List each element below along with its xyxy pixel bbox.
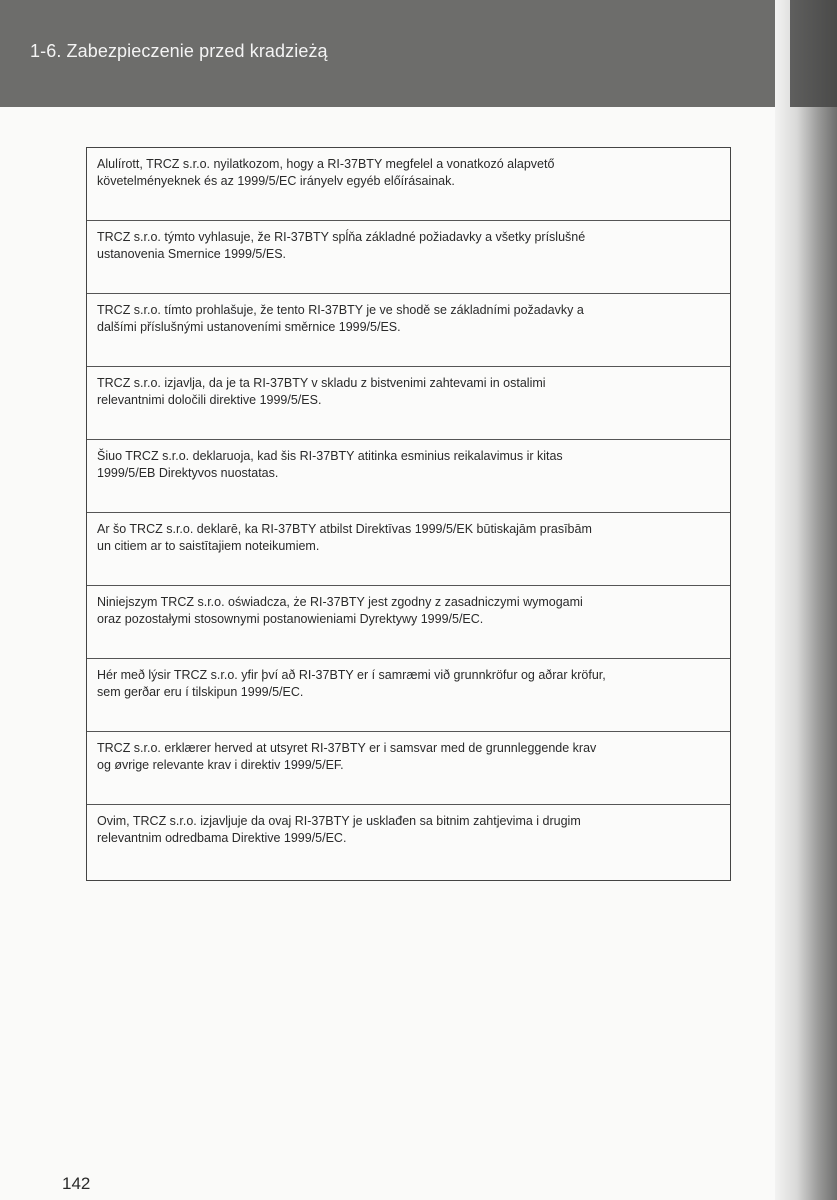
declaration-item	[87, 148, 730, 221]
declarations-box	[86, 147, 731, 881]
declaration-text: TRCZ s.r.o. erklærer herved at utsyret RI-37BTY er i samsvar med de grunnleggende krav og øvrige relevante krav i direktiv 1999/5/EF.	[97, 741, 597, 772]
page-edge-shadow-top	[790, 0, 837, 107]
declaration-text: Hér með lýsir TRCZ s.r.o. yfir því að RI-37BTY er í samræmi við grunnkröfur og aðrar kröfur, sem gerðar eru í tilskipun 1999/5/EC.	[97, 668, 606, 699]
declaration-item	[87, 367, 730, 440]
declaration-text: Ovim, TRCZ s.r.o. izjavljuje da ovaj RI-37BTY je usklađen sa bitnim zahtjevima i drugim relevantnim odredbama Direktive 1999/5/EC.	[97, 814, 581, 845]
declaration-item	[87, 805, 730, 878]
declaration-text: Niniejszym TRCZ s.r.o. oświadcza, że RI-37BTY jest zgodny z zasadniczymi wymogami oraz pozostałymi stosownymi postanowieniami Dyrektywy 1999/5/EC.	[97, 595, 583, 626]
declaration-item	[87, 440, 730, 513]
declaration-item	[87, 586, 730, 659]
declaration-text: TRCZ s.r.o. týmto vyhlasuje, že RI-37BTY spĺňa základné požiadavky a všetky príslušné ustanovenia Smernice 1999/5/ES.	[97, 230, 586, 261]
declaration-item	[87, 513, 730, 586]
section-header-band	[0, 0, 790, 107]
declaration-text: Ar šo TRCZ s.r.o. deklarē, ka RI-37BTY atbilst Direktīvas 1999/5/EK būtiskajām prasībām un citiem ar to saistītajiem noteikumiem.	[97, 522, 592, 553]
declaration-item	[87, 221, 730, 294]
declaration-item	[87, 732, 730, 805]
page-edge-shadow	[775, 0, 837, 1200]
section-title: 1-6. Zabezpieczenie przed kradzieżą	[30, 41, 328, 61]
declaration-text: TRCZ s.r.o. tímto prohlašuje, že tento RI-37BTY je ve shodě se základními požadavky a dalšími příslušnými ustanoveními směrnice 1999/5/ES.	[97, 303, 584, 334]
declaration-text: Šiuo TRCZ s.r.o. deklaruoja, kad šis RI-37BTY atitinka esminius reikalavimus ir kitas 1999/5/EB Direktyvos nuostatas.	[97, 449, 563, 480]
declaration-item	[87, 659, 730, 732]
declaration-item	[87, 294, 730, 367]
page-number: 142	[62, 1174, 91, 1193]
declaration-text: TRCZ s.r.o. izjavlja, da je ta RI-37BTY v skladu z bistvenimi zahtevami in ostalimi relevantnimi določili direktive 1999/5/ES.	[97, 376, 546, 407]
declaration-text: Alulírott, TRCZ s.r.o. nyilatkozom, hogy a RI-37BTY megfelel a vonatkozó alapvető követelményeknek és az 1999/5/EC irányelv egyéb előírásainak.	[97, 157, 555, 188]
